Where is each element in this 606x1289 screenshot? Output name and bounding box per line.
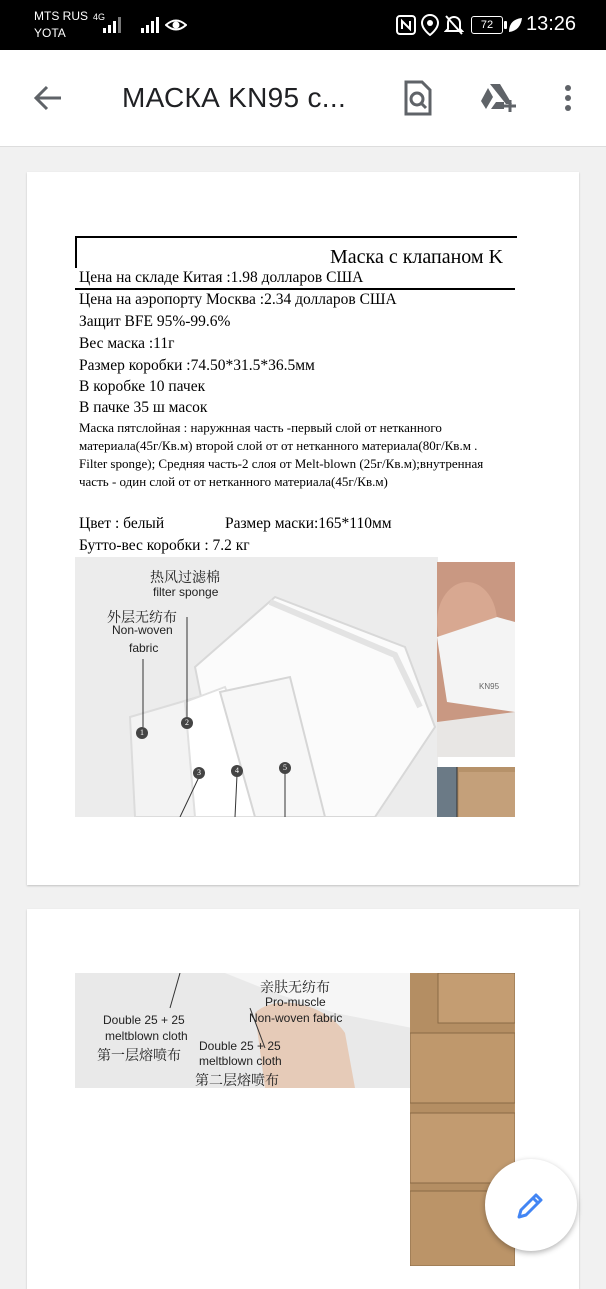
gross-weight: Бутто-вес коробки : 7.2 кг xyxy=(79,537,250,554)
label-outer-en-1: Non-woven xyxy=(112,623,173,637)
person-mask-photo xyxy=(437,562,515,757)
price-moscow: Цена на аэропорту Москва :2.34 долларов США xyxy=(79,291,397,308)
label-melt2-cn: 第二层熔喷布 xyxy=(195,1073,279,1088)
battery-level: 72 xyxy=(480,19,494,31)
document-header-box xyxy=(75,236,517,268)
price-china: Цена на складе Китая :1.98 долларов США xyxy=(79,269,364,286)
find-in-page-icon[interactable] xyxy=(403,80,433,116)
layer-num-3: 3 xyxy=(193,767,205,779)
mask-size: Размер маски:165*110мм xyxy=(225,515,392,532)
protection-bfe: Защит BFE 95%-99.6% xyxy=(79,313,231,330)
document-page-1 xyxy=(27,172,579,885)
edit-fab-button[interactable] xyxy=(485,1159,577,1251)
layer-num-2: 2 xyxy=(181,717,193,729)
signal-icon-2 xyxy=(140,14,162,34)
layer-num-5: 5 xyxy=(279,762,291,774)
label-outer-en-2: fabric xyxy=(129,641,159,655)
label-inner-cn: 亲肤无纺布 xyxy=(260,980,330,996)
mask-layers-image xyxy=(75,557,438,817)
mute-bell-icon xyxy=(444,14,464,36)
status-bar xyxy=(0,0,606,50)
label-melt1-cn: 第一层熔喷布 xyxy=(97,1048,181,1064)
label-inner-en-1: Pro-muscle xyxy=(265,995,326,1009)
add-to-drive-icon[interactable] xyxy=(479,82,519,114)
app-bar xyxy=(0,50,606,147)
label-filter-cn: 热风过滤棉 xyxy=(150,570,220,586)
battery-indicator xyxy=(471,16,503,34)
mask-color: Цвет : белый xyxy=(79,515,165,532)
carrier-secondary: YOTA xyxy=(34,26,66,40)
label-filter-en: filter sponge xyxy=(153,585,219,599)
carrier-info xyxy=(34,8,88,42)
divider xyxy=(75,288,515,290)
label-melt2-en-1: Double 25 + 25 xyxy=(199,1039,281,1053)
label-melt1-en-2: meltblown cloth xyxy=(105,1029,188,1043)
masks-per-pack: В пачке 35 ш масок xyxy=(79,399,208,416)
carrier-primary: MTS RUS xyxy=(34,9,88,23)
document-title: МАСКА KN95 с... xyxy=(122,82,347,113)
mask-illustration xyxy=(75,557,438,817)
signal-icon xyxy=(102,14,124,34)
mask-weight: Вес маска :11г xyxy=(79,335,175,352)
network-type: 4G xyxy=(93,12,106,22)
nfc-icon xyxy=(396,15,416,35)
layer-num-4: 4 xyxy=(231,765,243,777)
label-melt2-en-2: meltblown cloth xyxy=(199,1054,282,1068)
layer-num-1: 1 xyxy=(136,727,148,739)
location-icon xyxy=(421,14,439,36)
eye-icon xyxy=(165,15,187,35)
boxes-illustration xyxy=(437,767,515,817)
box-size: Размер коробки :74.50*31.5*36.5мм xyxy=(79,357,315,374)
label-melt1-en-1: Double 25 + 25 xyxy=(103,1013,185,1027)
more-vert-icon[interactable] xyxy=(563,84,573,114)
label-outer-cn: 外层无纺布 xyxy=(107,610,177,626)
mask-print-kn95: KN95 xyxy=(479,682,500,691)
pencil-edit-icon xyxy=(516,1190,546,1220)
packs-per-box: В коробке 10 пачек xyxy=(79,378,206,395)
label-inner-en-2: Non-woven fabric xyxy=(249,1011,343,1025)
leaf-icon xyxy=(507,16,523,34)
boxes-photo-1 xyxy=(437,767,515,817)
mask-meltblown-image xyxy=(75,973,438,1088)
arrow-left-icon[interactable] xyxy=(33,84,63,112)
layers-description: Маска пятслойная : наружнная часть -первый слой от нетканного материала(45г/Кв.м) второй слой от от нетканного материала(80г/Кв.м . Filter sponge); Средняя часть-2 слоя от Melt-blown (25г/Кв.м);внутренная часть - один слой от от нетканного материала(45г/Кв.м) xyxy=(79,420,484,489)
person-illustration xyxy=(437,562,515,757)
status-time: 13:26 xyxy=(526,13,577,35)
document-header: Маска с клапаном K xyxy=(330,246,504,268)
